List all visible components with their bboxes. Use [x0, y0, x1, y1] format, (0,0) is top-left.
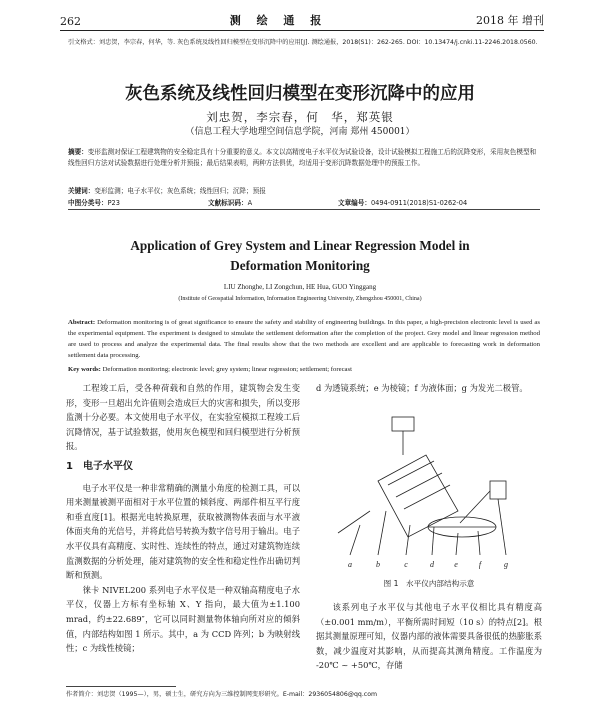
- abstract-label-en: Abstract:: [68, 319, 96, 326]
- abstract-text-en: Deformation monitoring is of great significance to ensure the safety and stability of engineering buildings. In this paper, a high-precision electronic level is used as the experimental equipment. The experiment is designed to simulate the settlement deformation after the completion of the project. Grey model and linear regression method are used to process and analyze the experimental data. The final results show that the two methods are excellent and are applicable to forecasting work in deformation settlement data processing.: [68, 319, 540, 359]
- article-no-label: 文章编号：: [338, 199, 371, 207]
- abstract-text-cn: 变形监测对保证工程建筑物的安全稳定具有十分重要的意义。本文以高精度电子水平仪为试验设备，设计试验模拟工程施工后的沉降变形，采用灰色模型和线性回归方法对试验数据进行处理分析并预报；最后结果表明，两种方法俱优，均适用于变形沉降数据处理中的预报工作。: [68, 148, 537, 167]
- figure-light-ray: [460, 491, 490, 523]
- figure-label: f: [478, 560, 482, 569]
- section-heading: 1 电子水平仪: [66, 460, 133, 472]
- figure-leader-line: [406, 525, 410, 555]
- figure-label: d: [430, 560, 434, 569]
- keywords-chinese: [68, 185, 540, 195]
- affiliation-chinese: （信息工程大学地理空间信息学院，河南 郑州 450001）: [185, 127, 415, 137]
- figure-level-structure: [330, 415, 530, 575]
- figure-label: c: [404, 560, 408, 569]
- title-english: [0, 236, 600, 276]
- abstract-label-cn: 摘要：: [68, 148, 88, 156]
- left-column: [66, 381, 300, 656]
- keywords-label-en: Key words:: [68, 366, 101, 373]
- title-english-line1: Application of Grey System and Linear Regression Model in: [130, 238, 470, 253]
- figure-label: b: [376, 560, 380, 569]
- authors-chinese: 刘忠贺，李宗春，何 华，郑英银: [206, 110, 394, 124]
- figure-leader-line: [432, 527, 434, 555]
- issue-label: 2018 年 增刊: [476, 14, 544, 27]
- citation-format: 引文格式：刘忠贺，李宗春，何华，等. 灰色系统及线性回归模型在变形沉降中的应用[J]. 测绘通报，2018(S1)：262-265. DOI：10.13474/j.cnki.11-2246.2018.0560.: [68, 39, 538, 46]
- figure-caption: 图 1 水平仪内部结构示意: [383, 579, 475, 588]
- running-header: [60, 6, 544, 31]
- body-paragraph: d 为透镜系统；e 为棱镜；f 为液体面；g 为发光二极管。: [316, 383, 528, 393]
- article-no-value: 0494-0911(2018)S1-0262-04: [370, 199, 468, 207]
- figure-ccd-array: [338, 511, 370, 533]
- right-column-bottom: [316, 600, 542, 673]
- figure-leader-line: [478, 531, 480, 555]
- title-chinese: 灰色系统及线性回归模型在变形沉降中的应用: [125, 84, 475, 104]
- keywords-text-cn: 变形监测；电子水平仪；灰色系统；线性回归；沉降；预报: [94, 187, 266, 195]
- body-paragraph: 该系列电子水平仪与其他电子水平仪相比具有精度高（±0.001 mm/m），平衡所需时间短（10 s）的特点[2]。根据其测量原理可知，仪器内部的液体需要具备很低的热膨胀系数，减少温度对其影响，从而提高其测角精度。工作温度为 -20℃ ~ +50℃，存储: [316, 602, 542, 671]
- abstract-chinese: [68, 147, 540, 168]
- page-number: 262: [60, 15, 81, 28]
- doc-code-label: 文献标识码：: [208, 199, 248, 207]
- journal-name: 测 绘 通 报: [229, 14, 328, 27]
- figure-inner-line: [404, 485, 450, 509]
- authors-english: LIU Zhonghe, LI Zongchun, HE Hua, GUO Yinggang: [223, 283, 377, 291]
- title-english-line2: Deformation Monitoring: [230, 258, 370, 273]
- figure-leader-line: [378, 511, 386, 555]
- figure-prism-block: [378, 455, 458, 537]
- figure-inner-line: [388, 461, 434, 485]
- figure-leader-line: [350, 525, 360, 555]
- figure-top-block: [392, 417, 414, 431]
- doc-code-value: A: [247, 199, 253, 207]
- keywords-label-cn: 关键词：: [68, 187, 95, 195]
- figure-leader-line: [498, 499, 506, 555]
- figure-leader-line: [456, 533, 458, 555]
- keywords-english: [68, 366, 540, 373]
- clc-value: P23: [107, 199, 120, 207]
- right-column-top: [316, 381, 542, 396]
- affiliation-english: (Institute of Geospatial Information, Information Engineering University, Zhengzhou 450001, China): [178, 296, 422, 302]
- body-paragraph: 徕卡 NIVEL200 系列电子水平仪是一种双轴高精度电子水平仪，仪器上方标有坐标轴 X、Y 指向，最大值为±1.100 mrad，约±22.689″，它可以同时测量物体轴向所对应的倾斜值，内部结构如图 1 所示。其中，a 为 CCD 阵列；b 为映射线性；c 为线性棱镜；: [66, 584, 300, 654]
- clc-label: 中图分类号：: [68, 199, 108, 207]
- body-paragraph: 电子水平仪是一种非常精确的测量小角度的检测工具，可以用来测量被测平面相对于水平位置的倾斜度、两部件相互平行度和垂直度[1]。根据光电转换原理，获取被测物体表面与水平液体面夹角的光信号，并将此信号转换为数字信号用于输出。电子水平仪具有高精度、实时性、连续性的特点，通过对建筑物连续监测数据的分析处理，能对建筑物的安全性和稳定性作出确切判断和预测。: [66, 482, 300, 581]
- footnote-rule: [66, 686, 176, 687]
- figure-label: e: [454, 560, 458, 569]
- figure-label: a: [348, 560, 352, 569]
- keywords-text-en: Deformation monitoring; electronic level; grey system; linear regression; settlement; forecast: [100, 366, 352, 373]
- figure-label: g: [504, 560, 508, 569]
- intro-paragraph: 工程竣工后，受各种荷载和自然的作用，建筑物会发生变形，变形一旦超出允许值则会造成巨大的灾害和损失，所以变形监测十分必要。本文使用电子水平仪，在实验室模拟工程竣工后沉降情况，基于试验数据，使用灰色模型和回归模型进行分析预报。: [66, 383, 300, 452]
- abstract-english: [68, 317, 540, 361]
- figure-led: [490, 481, 506, 499]
- divider: [68, 209, 540, 210]
- author-footnote: 作者简介：刘忠贺（1995—），男，硕士生，研究方向为三维控制网变形研究。E-mail：2936054806@qq.com: [66, 691, 378, 698]
- figure-inner-line: [396, 473, 442, 497]
